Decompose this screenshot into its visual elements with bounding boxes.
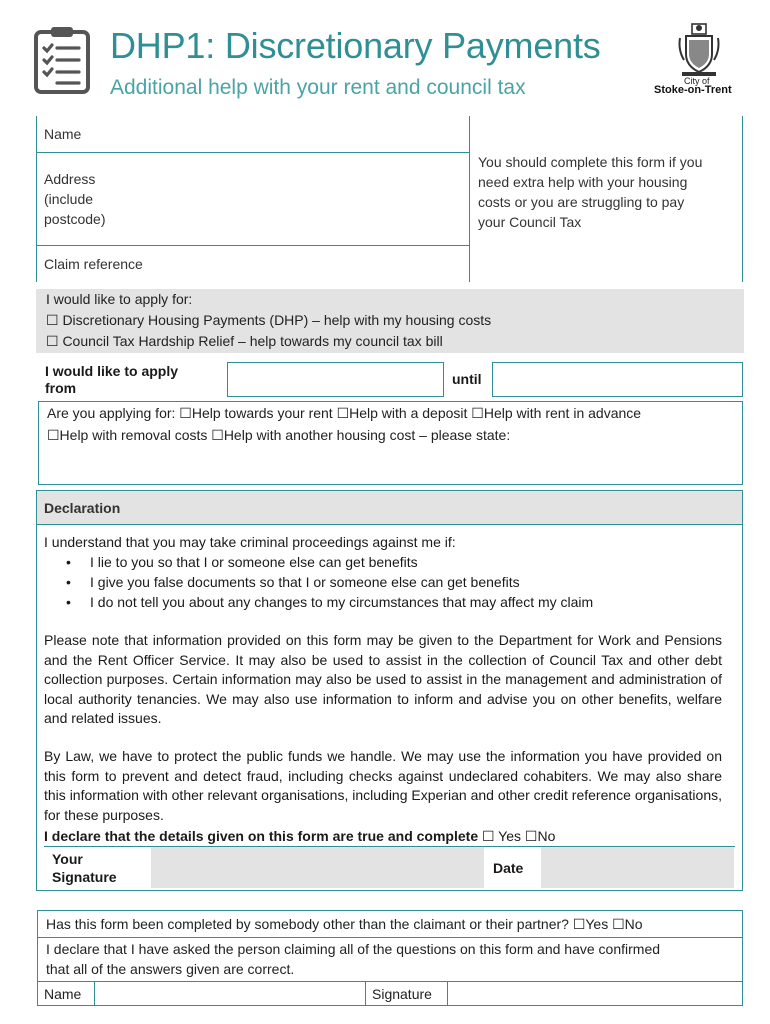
helper-declaration-line: that all of the answers given are correct. (46, 961, 295, 977)
apply-for-section (36, 289, 744, 353)
completed-by-section (37, 910, 743, 1006)
declaration-title: Declaration (44, 500, 121, 516)
option-dhp-checkbox[interactable]: ☐ Discretionary Housing Payments (DHP) – help with my housing costs (46, 312, 492, 328)
signature-label (52, 850, 117, 886)
intro-text (478, 152, 738, 232)
coat-of-arms-icon (676, 20, 722, 78)
applying-for-section (38, 401, 743, 485)
declaration-bullet: • I give you false documents so that I or someone else can get benefits (66, 574, 520, 590)
helper-name-label: Name (44, 986, 82, 1002)
declaration-bullet: • I do not tell you about any changes to my circumstances that may affect my claim (66, 594, 594, 610)
declaration-bullet: • I lie to you so that I or someone else can get benefits (66, 554, 418, 570)
form-code: DHP1: (110, 25, 216, 66)
details-left-border (36, 116, 37, 282)
intro-line: need extra help with your housing (478, 174, 688, 190)
name-row-divider (36, 152, 469, 153)
helper-declaration-line: I declare that I have asked the person claiming all of the questions on this form and have confirmed (46, 941, 661, 957)
apply-from-label-line: from (45, 380, 77, 396)
apply-for-heading: I would like to apply for: (46, 291, 193, 307)
form-title: Discretionary Payments (215, 25, 601, 66)
page-subtitle: Additional help with your rent and council tax (110, 76, 526, 99)
bullet-text: I do not tell you about any changes to my circumstances that may affect my claim (90, 594, 594, 610)
declare-true-text: I declare that the details given on this form are true and complete (44, 828, 479, 844)
completed-by-question[interactable]: Has this form been completed by somebody other than the claimant or their partner? ☐Yes ☐No (46, 916, 643, 932)
cell-divider (447, 981, 448, 1005)
signature-label-line: Signature (52, 869, 117, 885)
address-label-line2: (include (44, 191, 94, 207)
declare-yes-no-checkboxes[interactable]: ☐ Yes ☐No (478, 828, 556, 844)
declaration-intro: I understand that you may take criminal proceedings against me if: (44, 534, 456, 550)
address-label-line3: postcode) (44, 211, 106, 227)
data-sharing-paragraph: Please note that information provided on this form may be given to the Department for Work and Pensions and the Rent Officer Service. It may also be used to assist in the collection of Council Tax and other debt collection purposes. Certain information may also be used to assist in the management and administration of local authority tenancies. We may also use information to inform and advise you on other benefits, welfare and related issues. (44, 632, 722, 726)
date-label: Date (493, 860, 524, 876)
apply-until-input[interactable] (492, 362, 743, 397)
signature-field[interactable] (151, 847, 484, 888)
details-divider (469, 116, 470, 282)
fraud-paragraph: By Law, we have to protect the public funds we handle. We may use the information you have provided on this form to prevent and detect fraud, including checks against undeclared cohabiters. We may also share this information with other relevant organisations, including Experian and other credit reference organisations, for these purposes. (44, 748, 722, 823)
intro-line: your Council Tax (478, 214, 582, 230)
helper-signature-label: Signature (372, 986, 432, 1002)
logo-city-of: City of (684, 76, 710, 86)
bullet-text: I give you false documents so that I or someone else can get benefits (90, 574, 520, 590)
intro-line: You should complete this form if you (478, 154, 703, 170)
logo-name: Stoke-on-Trent (654, 84, 732, 96)
helper-signature-field[interactable] (449, 982, 741, 1005)
date-field[interactable] (541, 847, 734, 888)
cell-divider (365, 981, 366, 1005)
bullet-text: I lie to you so that I or someone else can get benefits (90, 554, 418, 570)
declaration-header (37, 491, 742, 525)
name-field[interactable] (110, 118, 466, 150)
address-row-divider (36, 245, 469, 246)
cell-divider (94, 981, 95, 1005)
details-right-border (742, 116, 743, 282)
apply-from-input[interactable] (227, 362, 444, 397)
applying-for-options-line1[interactable]: Are you applying for: ☐Help towards your rent ☐Help with a deposit ☐Help with rent in advance (47, 405, 642, 421)
apply-from-label-line: I would like to apply (45, 363, 179, 379)
option-council-tax-checkbox[interactable]: ☐ Council Tax Hardship Relief – help towards my council tax bill (46, 333, 443, 349)
address-field[interactable] (120, 156, 466, 242)
helper-name-field[interactable] (96, 982, 364, 1005)
until-label: until (452, 371, 482, 387)
intro-line: costs or you are struggling to pay (478, 194, 685, 210)
clipboard-checklist-icon (33, 24, 91, 94)
row-divider (38, 937, 742, 938)
page-title (110, 24, 601, 68)
declare-true-question[interactable] (44, 826, 555, 846)
applying-for-options-line2[interactable]: ☐Help with removal costs ☐Help with another housing cost – please state: (47, 427, 511, 443)
claim-reference-label: Claim reference (44, 256, 143, 272)
signature-label-line: Your (52, 851, 83, 867)
apply-from-label (45, 363, 215, 397)
name-label: Name (44, 126, 82, 142)
claim-reference-field[interactable] (160, 249, 466, 279)
address-label-line1: Address (44, 171, 96, 187)
